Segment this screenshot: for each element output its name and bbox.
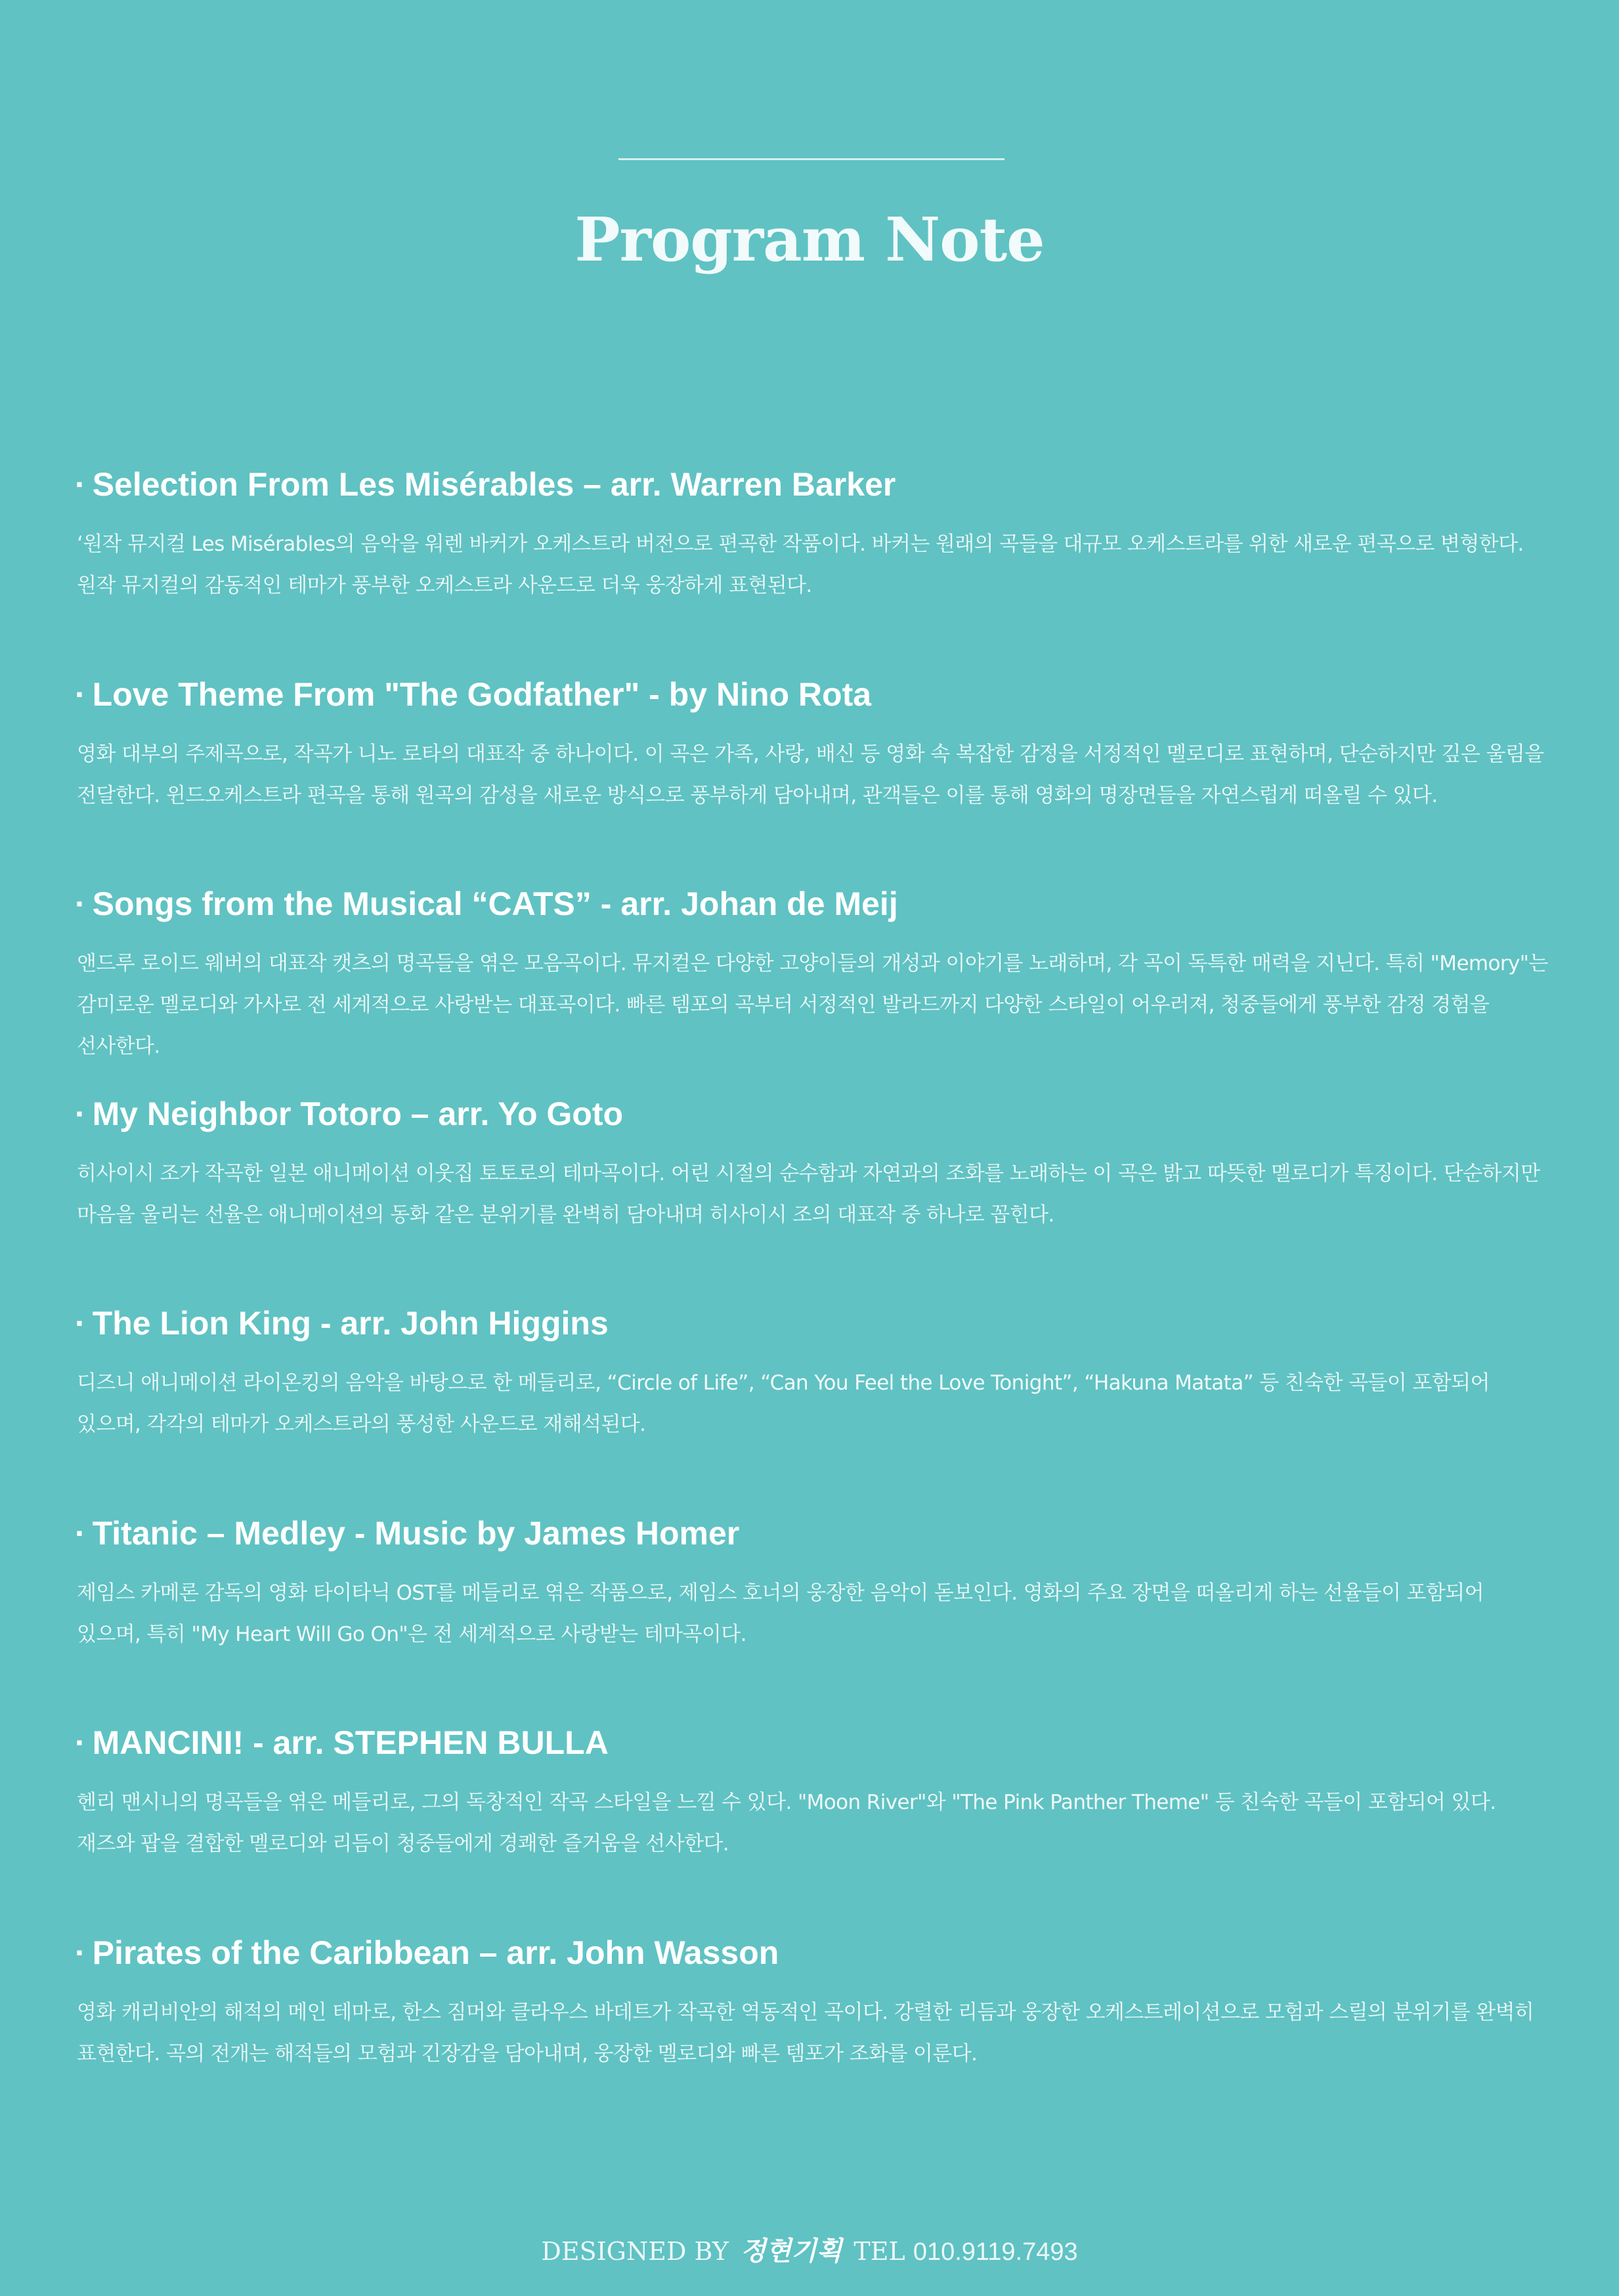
bullet-dot: ·	[75, 885, 86, 922]
program-item-description: 헨리 맨시니의 명곡들을 엮은 메들리로, 그의 독창적인 작곡 스타일을 느낄 수 있다. "Moon River"와 "The Pink Panther Theme" 등 친숙한 곡들이 포함되어 있다. 재즈와 팝을 결합한 멜로디와 리듬이 청중들에게 경쾌한 즐거움을 선사한다.	[77, 1791, 1496, 1856]
program-item-title	[75, 879, 1548, 929]
program-item	[75, 1298, 1548, 1508]
program-item-description: 영화 캐리비안의 해적의 메인 테마로, 한스 짐머와 클라우스 바데트가 작곡한 역동적인 곡이다. 강렬한 리듬과 웅장한 오케스트레이션으로 모험과 스릴의 분위기를 완벽히 표현한다. 곡의 전개는 해적들의 모험과 긴장감을 담아내며, 웅장한 멜로디와 빠른 템포가 조화를 이룬다.	[77, 2000, 1534, 2066]
program-item-title-text: My Neighbor Totoro – arr. Yo Goto	[92, 1095, 624, 1132]
tel-number: 010.9119.7493	[913, 2238, 1078, 2266]
program-item	[75, 670, 1548, 880]
program-item-description: 영화 대부의 주제곡으로, 작곡가 니노 로타의 대표작 중 하나이다. 이 곡은 가족, 사랑, 배신 등 영화 속 복잡한 감정을 서정적인 멜로디로 표현하며, 단순하지만 깊은 울림을 전달한다. 윈드오케스트라 편곡을 통해 원곡의 감성을 새로운 방식으로 풍부하게 담아내며, 관객들은 이를 통해 영화의 명장면들을 자연스럽게 떠올릴 수 있다.	[77, 742, 1544, 807]
program-item-title	[75, 1508, 1548, 1558]
program-item-title	[75, 1298, 1548, 1348]
program-item-title-text: Songs from the Musical “CATS” - arr. Johan de Meij	[92, 885, 898, 922]
program-item-title	[75, 459, 1548, 509]
program-item-title-text: The Lion King - arr. John Higgins	[92, 1305, 609, 1342]
program-list	[75, 459, 1548, 2137]
program-item-title-text: Pirates of the Caribbean – arr. John Wasson	[92, 1934, 779, 1971]
program-item-title	[75, 670, 1548, 719]
bullet-dot: ·	[75, 1305, 86, 1342]
tel-label: TEL	[853, 2237, 905, 2266]
program-item-title	[75, 1928, 1548, 1978]
program-item	[75, 1508, 1548, 1718]
program-item	[75, 1928, 1548, 2138]
program-item-title-text: Selection From Les Misérables – arr. Warren Barker	[92, 466, 896, 503]
bullet-dot: ·	[75, 675, 86, 713]
program-item-description: ‘원작 뮤지컬 Les Misérables의 음악을 워렌 바커가 오케스트라 버전으로 편곡한 작품이다. 바커는 원래의 곡들을 대규모 오케스트라를 위한 새로운 편곡으로 변형한다. 원작 뮤지컬의 감동적인 테마가 풍부한 오케스트라 사운드로 더욱 웅장하게 표현된다.	[77, 532, 1524, 597]
program-item	[75, 1089, 1548, 1299]
designer-logo: 정현기획	[740, 2236, 842, 2266]
program-item-title-text: MANCINI! - arr. STEPHEN BULLA	[92, 1724, 609, 1761]
bullet-dot: ·	[75, 1095, 86, 1132]
bullet-dot: ·	[75, 1934, 86, 1971]
program-item	[75, 459, 1548, 670]
bullet-dot: ·	[75, 1724, 86, 1761]
program-item-description: 제임스 카메론 감독의 영화 타이타닉 OST를 메들리로 엮은 작품으로, 제임스 호너의 웅장한 음악이 돋보인다. 영화의 주요 장면을 떠올리게 하는 선율들이 포함되어 있으며, 특히 "My Heart Will Go On"은 전 세계적으로 사랑받는 테마곡이다.	[77, 1581, 1484, 1646]
page-title: Program Note	[574, 204, 1045, 275]
program-item-title	[75, 1718, 1548, 1768]
program-item-title	[75, 1089, 1548, 1139]
designed-by-label: DESIGNED BY	[541, 2237, 729, 2266]
program-item-description: 앤드루 로이드 웨버의 대표작 캣츠의 명곡들을 엮은 모음곡이다. 뮤지컬은 다양한 고양이들의 개성과 이야기를 노래하며, 각 곡이 독특한 매력을 지닌다. 특히 "Memory"는 감미로운 멜로디와 가사로 전 세계적으로 사랑받는 대표곡이다. 빠른 템포의 곡부터 서정적인 발라드까지 다양한 스타일이 어우러져, 청중들에게 풍부한 감정 경험을 선사한다.	[77, 952, 1548, 1058]
program-item-description: 히사이시 조가 작곡한 일본 애니메이션 이웃집 토토로의 테마곡이다. 어린 시절의 순수함과 자연과의 조화를 노래하는 이 곡은 밝고 따뜻한 멜로디가 특징이다. 단순하지만 마음을 울리는 선율은 애니메이션의 동화 같은 분위기를 완벽히 담아내며 히사이시 조의 대표작 중 하나로 꼽힌다.	[77, 1161, 1540, 1227]
program-item	[75, 1718, 1548, 1928]
footer-credit	[0, 2232, 1619, 2272]
bullet-dot: ·	[75, 1514, 86, 1552]
program-item	[75, 879, 1548, 1089]
program-item-title-text: Titanic – Medley - Music by James Homer	[92, 1514, 740, 1552]
title-divider	[618, 158, 1004, 160]
bullet-dot: ·	[75, 466, 86, 503]
program-item-title-text: Love Theme From "The Godfather" - by Nino Rota	[92, 675, 872, 713]
program-item-description: 디즈니 애니메이션 라이온킹의 음악을 바탕으로 한 메들리로, “Circle of Life”, “Can You Feel the Love Tonight”, “Hakuna Matata” 등 친숙한 곡들이 포함되어 있으며, 각각의 테마가 오케스트라의 풍성한 사운드로 재해석된다.	[77, 1371, 1490, 1436]
